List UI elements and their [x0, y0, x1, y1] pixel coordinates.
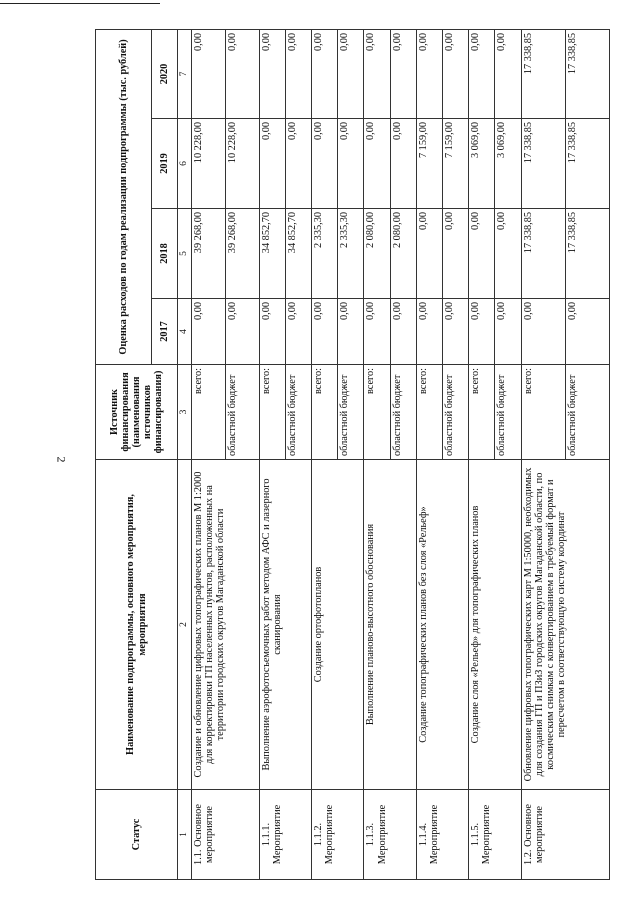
value-cell: 10 228,00 — [225, 119, 259, 209]
source-cell: всего: — [521, 365, 565, 460]
expenditure-table — [95, 29, 610, 880]
value-cell: 0,00 — [311, 119, 337, 209]
source-cell: областной бюджет — [495, 365, 521, 460]
value-cell: 0,00 — [259, 299, 285, 365]
table-row — [259, 29, 285, 879]
status-cell: 1.1.2. Мероприятие — [311, 790, 363, 880]
header-year: 2017 — [152, 299, 178, 365]
value-cell: 0,00 — [390, 29, 416, 118]
value-cell: 34 852,70 — [259, 209, 285, 299]
index-cell: 2 — [178, 460, 192, 790]
value-cell: 0,00 — [469, 29, 495, 118]
header-source: Источник финансирования (наименования источников финансирования) — [96, 365, 178, 460]
value-cell: 39 268,00 — [192, 209, 226, 299]
table-row — [192, 29, 226, 879]
value-cell: 17 338,85 — [521, 209, 565, 299]
rotated-table-container — [95, 30, 610, 880]
source-cell: областной бюджет — [285, 365, 311, 460]
source-cell: всего: — [469, 365, 495, 460]
index-cell: 3 — [178, 365, 192, 460]
source-cell: всего: — [259, 365, 285, 460]
status-cell: 1.2. Основное мероприятие — [521, 790, 609, 880]
index-cell: 5 — [178, 209, 192, 299]
value-cell: 0,00 — [390, 299, 416, 365]
value-cell: 0,00 — [192, 29, 226, 118]
index-cell: 4 — [178, 299, 192, 365]
value-cell: 3 069,00 — [495, 119, 521, 209]
source-cell: областной бюджет — [390, 365, 416, 460]
value-cell: 0,00 — [416, 29, 442, 118]
value-cell: 0,00 — [311, 299, 337, 365]
value-cell: 10 228,00 — [192, 119, 226, 209]
source-cell: областной бюджет — [338, 365, 364, 460]
source-cell: областной бюджет — [443, 365, 469, 460]
value-cell: 0,00 — [225, 299, 259, 365]
value-cell: 17 338,85 — [565, 209, 609, 299]
value-cell: 0,00 — [416, 209, 442, 299]
value-cell: 0,00 — [495, 29, 521, 118]
value-cell: 17 338,85 — [521, 119, 565, 209]
value-cell: 2 080,00 — [364, 209, 390, 299]
value-cell: 0,00 — [364, 119, 390, 209]
name-cell: Создание и обновление цифровых топографических планов М 1:2000 для корректировки ГП населенных пунктов, расположенных на территории городских округов Магаданской области — [192, 460, 260, 790]
name-cell: Выполнение планово-высотного обоснования — [364, 460, 416, 790]
value-cell: 34 852,70 — [285, 209, 311, 299]
value-cell: 39 268,00 — [225, 209, 259, 299]
value-cell: 0,00 — [364, 29, 390, 118]
header-name: Наименование подпрограммы, основного мероприятия, мероприятия — [96, 460, 178, 790]
value-cell: 0,00 — [338, 29, 364, 118]
value-cell: 0,00 — [443, 209, 469, 299]
header-estimate: Оценка расходов по годам реализации подпрограммы (тыс. рублей) — [96, 29, 152, 364]
value-cell: 2 335,30 — [338, 209, 364, 299]
value-cell: 3 069,00 — [469, 119, 495, 209]
value-cell: 0,00 — [311, 29, 337, 118]
source-cell: областной бюджет — [565, 365, 609, 460]
value-cell: 0,00 — [469, 299, 495, 365]
value-cell: 0,00 — [443, 29, 469, 118]
table-rotator — [95, 30, 610, 880]
value-cell: 2 335,30 — [311, 209, 337, 299]
table-row — [469, 29, 495, 879]
value-cell: 0,00 — [495, 209, 521, 299]
value-cell: 7 159,00 — [443, 119, 469, 209]
value-cell: 0,00 — [259, 119, 285, 209]
name-cell: Создание топографических планов без слоя «Рельеф» — [416, 460, 468, 790]
source-cell: всего: — [364, 365, 390, 460]
header-year: 2019 — [152, 119, 178, 209]
source-cell: всего: — [416, 365, 442, 460]
value-cell: 0,00 — [443, 299, 469, 365]
name-cell: Создание слоя «Рельеф» для топографических планов — [469, 460, 521, 790]
top-rule — [0, 3, 160, 4]
name-cell: Обновление цифровых топографических карт М 1:50000, необходимых для создания ГП и ПЗиЗ городских округов Магаданской области, по космическим снимкам с конвертированием в требуемый формат и пересчетом в соответствующую систему координат — [521, 460, 609, 790]
value-cell: 0,00 — [495, 299, 521, 365]
value-cell: 0,00 — [338, 299, 364, 365]
table-row — [416, 29, 442, 879]
name-cell: Выполнение аэрофотосъемочных работ методом АФС и лазерного сканирования — [259, 460, 311, 790]
value-cell: 0,00 — [338, 119, 364, 209]
value-cell: 0,00 — [521, 299, 565, 365]
table-row — [311, 29, 337, 879]
value-cell: 0,00 — [364, 299, 390, 365]
status-cell: 1.1. Основное мероприятие — [192, 790, 260, 880]
value-cell: 17 338,85 — [565, 119, 609, 209]
index-cell: 6 — [178, 119, 192, 209]
header-year: 2020 — [152, 29, 178, 118]
value-cell: 17 338,85 — [565, 29, 609, 118]
header-row — [96, 29, 152, 879]
value-cell: 7 159,00 — [416, 119, 442, 209]
value-cell: 0,00 — [285, 29, 311, 118]
index-cell: 1 — [178, 790, 192, 880]
name-cell: Создание ортофотопланов — [311, 460, 363, 790]
status-cell: 1.1.5. Мероприятие — [469, 790, 521, 880]
index-row — [178, 29, 192, 879]
table-row — [521, 29, 565, 879]
value-cell: 0,00 — [285, 119, 311, 209]
status-cell: 1.1.4. Мероприятие — [416, 790, 468, 880]
value-cell: 0,00 — [390, 119, 416, 209]
source-cell: областной бюджет — [225, 365, 259, 460]
page-number: 2 — [54, 456, 69, 463]
value-cell: 0,00 — [285, 299, 311, 365]
status-cell: 1.1.1. Мероприятие — [259, 790, 311, 880]
value-cell: 0,00 — [416, 299, 442, 365]
value-cell: 0,00 — [565, 299, 609, 365]
header-status: Статус — [96, 790, 178, 880]
value-cell: 2 080,00 — [390, 209, 416, 299]
index-cell: 7 — [178, 29, 192, 118]
value-cell: 0,00 — [225, 29, 259, 118]
source-cell: всего: — [311, 365, 337, 460]
header-year: 2018 — [152, 209, 178, 299]
value-cell: 0,00 — [259, 29, 285, 118]
value-cell: 0,00 — [469, 209, 495, 299]
value-cell: 17 338,85 — [521, 29, 565, 118]
value-cell: 0,00 — [192, 299, 226, 365]
status-cell: 1.1.3. Мероприятие — [364, 790, 416, 880]
table-row — [364, 29, 390, 879]
source-cell: всего: — [192, 365, 226, 460]
